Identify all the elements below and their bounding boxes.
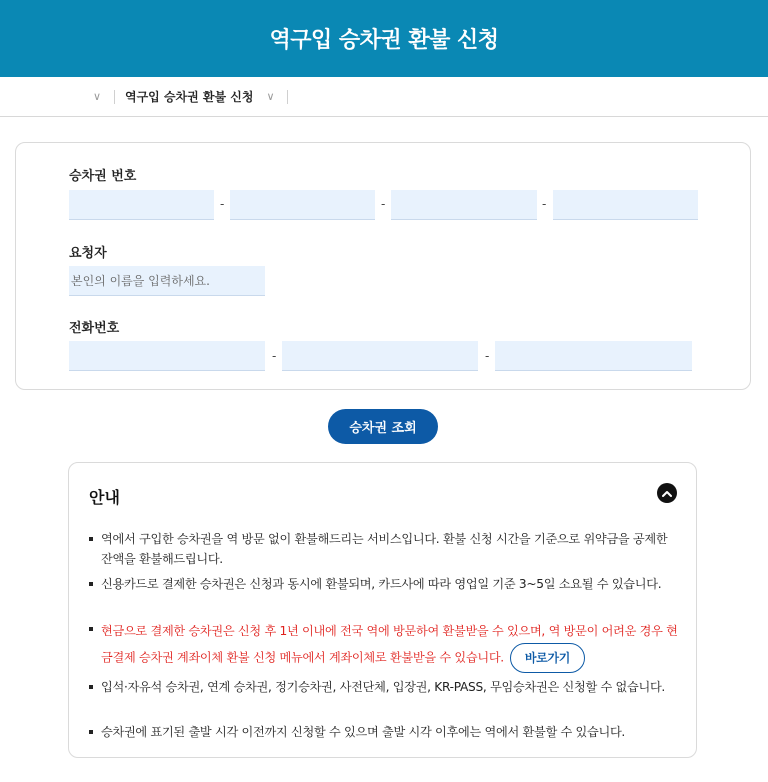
phone-number-field-2[interactable] xyxy=(282,341,478,371)
info-panel xyxy=(68,462,697,758)
info-item-text: 승차권에 표기된 출발 시각 이전까지 신청할 수 있으며 출발 시각 이후에는 역에서 환불할 수 있습니다. xyxy=(101,725,626,739)
breadcrumb-current[interactable]: 역구입 승차권 환불 신청 xyxy=(125,90,254,104)
breadcrumb xyxy=(0,77,768,117)
info-item-text: 신용카드로 결제한 승차권은 신청과 동시에 환불되며, 카드사에 따라 영업일 기준 3~5일 소요될 수 있습니다. xyxy=(101,577,662,591)
chevron-up-icon[interactable] xyxy=(657,483,677,503)
refund-form xyxy=(15,142,751,390)
info-item-text: 역에서 구입한 승차권을 역 방문 없이 환불해드리는 서비스입니다. 환불 신청 시간을 기준으로 위약금을 공제한 잔액을 환불해드립니다. xyxy=(101,532,668,566)
info-title: 안내 xyxy=(89,488,120,507)
phone-number-field-3[interactable] xyxy=(495,341,692,371)
ticket-number-separator: - xyxy=(220,197,225,211)
page-header xyxy=(0,0,768,77)
go-to-button[interactable]: 바로가기 xyxy=(510,643,585,673)
ticket-number-separator: - xyxy=(381,197,386,211)
info-item xyxy=(89,722,679,742)
phone-number-label: 전화번호 xyxy=(69,321,120,336)
breadcrumb-divider xyxy=(114,90,115,104)
info-item xyxy=(89,677,679,697)
info-item xyxy=(89,529,679,569)
ticket-number-separator: - xyxy=(542,197,547,211)
phone-number-separator: - xyxy=(485,349,490,363)
ticket-number-field-3[interactable] xyxy=(391,190,537,220)
ticket-number-field-4[interactable] xyxy=(553,190,698,220)
ticket-search-button[interactable]: 승차권 조회 xyxy=(328,409,438,444)
requester-label: 요청자 xyxy=(69,246,107,261)
ticket-number-field-1[interactable] xyxy=(69,190,214,220)
requester-name-field[interactable] xyxy=(69,266,265,296)
info-item-text: 현금으로 결제한 승차권은 신청 후 1년 이내에 전국 역에 방문하여 환불받을 수 있으며, 역 방문이 어려운 경우 현금결제 승차권 계좌이체 환불 신청 메뉴에서 계좌이체로 환불받을 수 있습니다. xyxy=(101,624,678,665)
ticket-number-label: 승차권 번호 xyxy=(69,169,137,184)
info-item-text: 입석·자유석 승차권, 연계 승차권, 정기승차권, 사전단체, 입장권, KR-PASS, 무임승차권은 신청할 수 없습니다. xyxy=(101,680,666,694)
breadcrumb-divider xyxy=(287,90,288,104)
chevron-down-icon[interactable]: ∨ xyxy=(92,90,102,103)
info-item-cash-refund xyxy=(89,619,679,673)
phone-number-separator: - xyxy=(272,349,277,363)
chevron-down-icon[interactable]: ∨ xyxy=(266,90,275,103)
ticket-number-field-2[interactable] xyxy=(230,190,375,220)
phone-number-field-1[interactable] xyxy=(69,341,265,371)
info-item xyxy=(89,574,679,594)
page-title: 역구입 승차권 환불 신청 xyxy=(269,28,499,53)
